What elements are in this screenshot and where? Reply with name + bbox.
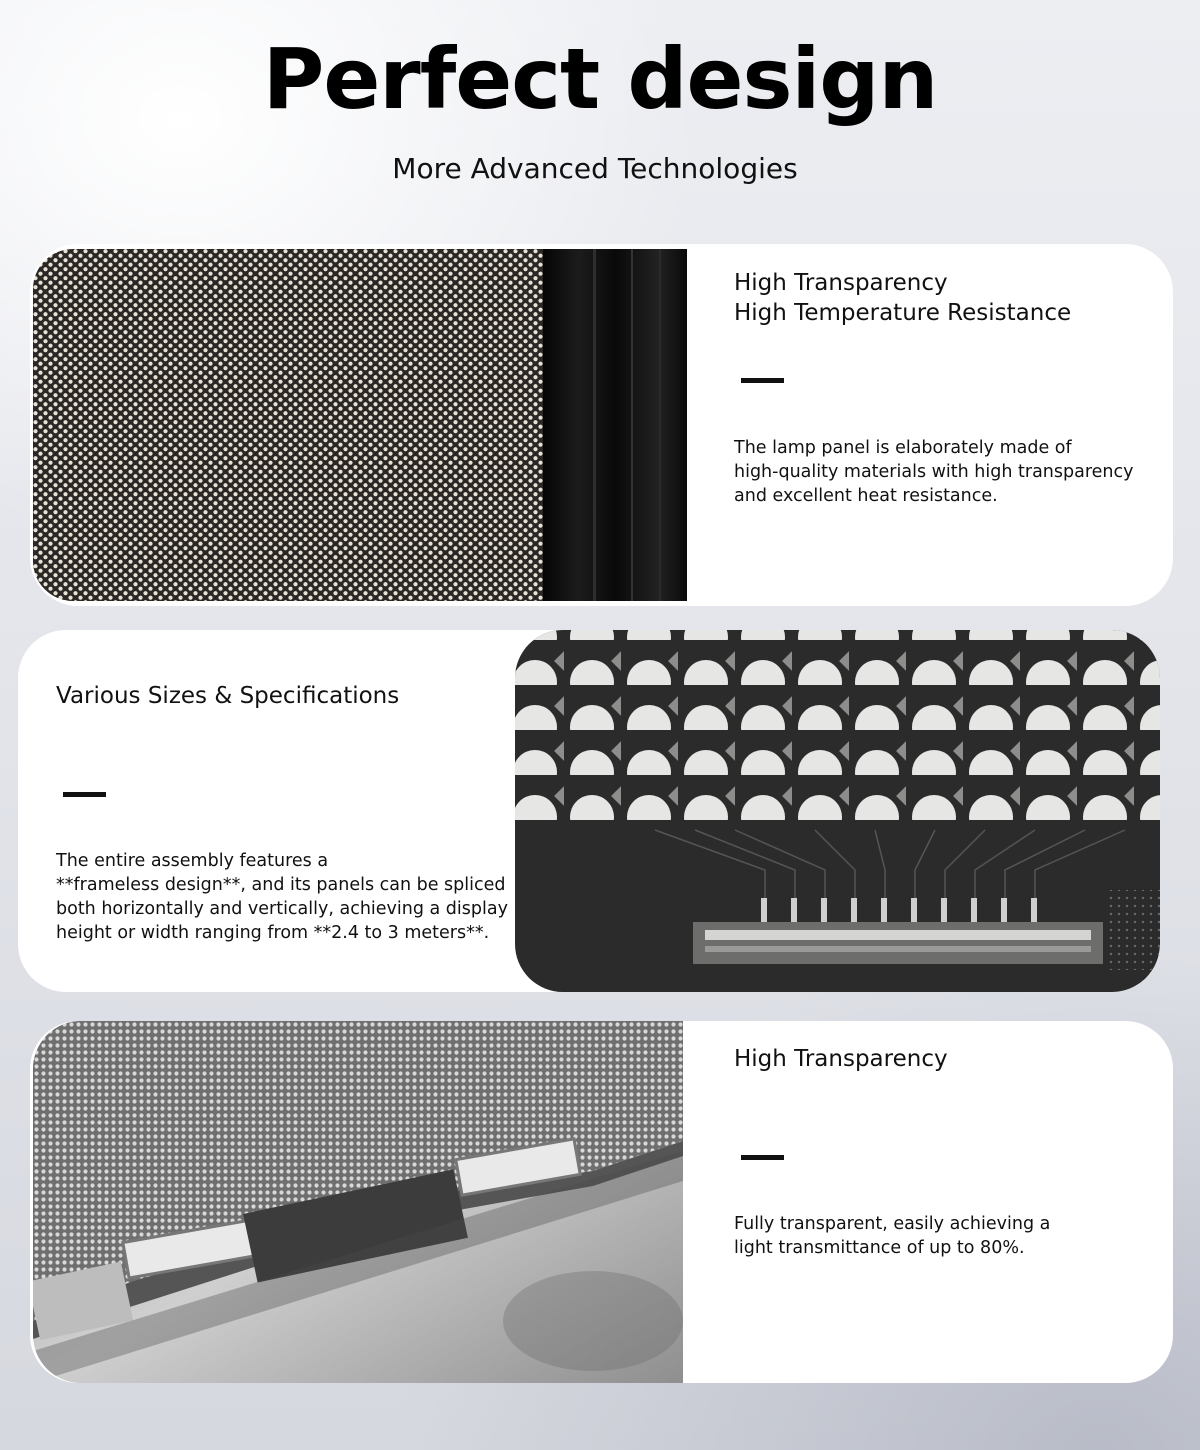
- heading-divider: [741, 378, 784, 383]
- page-title: Perfect design: [262, 30, 938, 128]
- led-circuit-closeup-photo: [515, 630, 1160, 992]
- feature-heading: Various Sizes & Specifications: [56, 683, 400, 709]
- feature-card-sizes: [18, 630, 1160, 992]
- heading-divider: [63, 792, 106, 797]
- led-mesh-panel-photo: [33, 249, 687, 601]
- feature-heading: High Transparency: [734, 1046, 948, 1072]
- led-module-connectors-photo: [33, 1021, 683, 1383]
- feature-heading: [734, 268, 1071, 328]
- feature-description: The lamp panel is elaborately made of high-quality materials with high transparency and excellent heat resistance.: [734, 438, 1134, 506]
- feature-card-transparency: [30, 1021, 1173, 1383]
- feature-heading-line2: High Temperature Resistance: [734, 300, 1072, 326]
- feature-heading-line1: High Transparency: [734, 270, 948, 296]
- feature-description: Fully transparent, easily achieving a light transmittance of up to 80%.: [734, 1214, 1051, 1258]
- heading-divider: [741, 1155, 784, 1160]
- feature-description: The entire assembly features a **frameless design**, and its panels can be spliced both horizontally and vertically, achieving a display height or width ranging from **2.4 to 3 meters**.: [56, 851, 508, 943]
- feature-card-transparency-temperature: [30, 244, 1173, 606]
- page-subtitle: More Advanced Technologies: [392, 152, 798, 185]
